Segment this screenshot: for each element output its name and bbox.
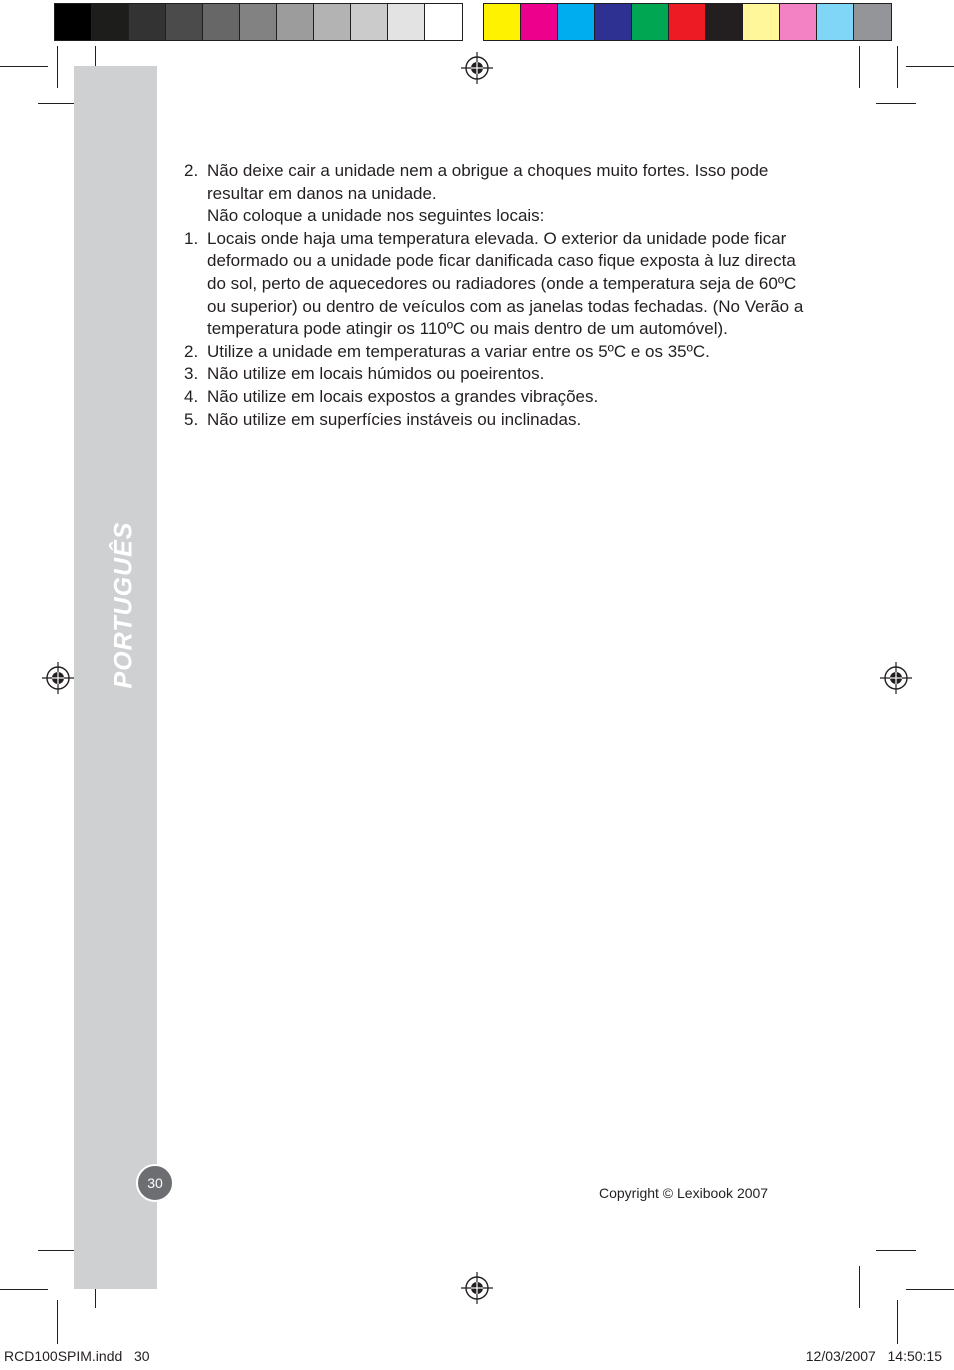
process-swatch	[595, 4, 632, 40]
item-text: Utilize a unidade em temperaturas a variar entre os 5ºC e os 35ºC.	[207, 341, 710, 361]
item-number: 1.	[184, 228, 199, 248]
crop-mark	[859, 46, 860, 88]
slug-datetime: 12/03/2007 14:50:15	[805, 1348, 942, 1364]
copyright-notice: Copyright © Lexibook 2007	[599, 1185, 769, 1201]
crop-mark	[876, 103, 916, 104]
item-text: Não coloque a unidade nos seguintes locais:	[207, 206, 545, 226]
process-swatch	[669, 4, 706, 40]
registration-mark-icon	[461, 52, 493, 84]
registration-mark-icon	[42, 662, 74, 694]
crop-mark	[57, 46, 58, 88]
item-number	[184, 205, 207, 228]
list-item	[184, 409, 804, 432]
list-item	[184, 160, 804, 205]
process-swatch	[521, 4, 558, 40]
process-color-bar	[483, 3, 892, 41]
list-item	[184, 341, 804, 364]
grayscale-swatch	[314, 4, 351, 40]
crop-mark	[906, 1289, 954, 1290]
grayscale-swatch	[277, 4, 314, 40]
grayscale-swatch	[388, 4, 425, 40]
grayscale-swatch	[203, 4, 240, 40]
process-swatch	[743, 4, 780, 40]
item-number: 5.	[184, 409, 199, 429]
crop-mark	[906, 66, 954, 67]
process-swatch	[484, 4, 521, 40]
process-swatch	[780, 4, 817, 40]
process-swatch	[854, 4, 891, 40]
language-label: PORTUGUÊS	[109, 521, 138, 689]
grayscale-swatch	[166, 4, 203, 40]
item-text: Não utilize em superfícies instáveis ou inclinadas.	[207, 409, 582, 429]
item-text: Não deixe cair a unidade nem a obrigue a choques muito fortes. Isso pode resultar em danos na unidade.	[207, 161, 769, 203]
grayscale-swatch	[240, 4, 277, 40]
crop-mark	[0, 66, 48, 67]
list-item	[184, 363, 804, 386]
grayscale-swatch	[92, 4, 129, 40]
grayscale-swatch	[351, 4, 388, 40]
item-number: 2.	[184, 341, 199, 361]
item-text: Locais onde haja uma temperatura elevada. O exterior da unidade pode ficar deformado ou a unidade pode ficar danificada caso fique exposta à luz directa do sol, perto de aquecedores ou radiadores (onde a temperatura seja de 60ºC ou superior) ou dentro de veículos com as janelas todas fechadas. (No Verão a temperatura pode atingir os 110ºC ou mais dentro de um automóvel).	[207, 228, 804, 339]
item-text: Não utilize em locais expostos a grandes vibrações.	[207, 386, 599, 406]
crop-mark	[859, 1266, 860, 1308]
item-text: Não utilize em locais húmidos ou poeirentos.	[207, 364, 545, 384]
grayscale-color-bar	[54, 3, 463, 41]
list-item	[184, 205, 804, 228]
page-number-badge: 30	[136, 1164, 174, 1202]
item-number: 2.	[184, 161, 199, 180]
registration-mark-icon	[461, 1272, 493, 1304]
slug-filename: RCD100SPIM.indd 30	[4, 1348, 150, 1364]
crop-mark	[897, 46, 898, 88]
list-item	[184, 228, 804, 341]
instructions-list	[184, 160, 804, 431]
crop-mark	[0, 1289, 48, 1290]
item-number: 4.	[184, 386, 199, 406]
crop-mark	[897, 1300, 898, 1344]
process-swatch	[817, 4, 854, 40]
process-swatch	[558, 4, 595, 40]
crop-mark	[38, 103, 78, 104]
registration-mark-icon	[880, 662, 912, 694]
crop-mark	[38, 1250, 78, 1251]
grayscale-swatch	[129, 4, 166, 40]
process-swatch	[632, 4, 669, 40]
crop-mark	[57, 1300, 58, 1344]
item-number: 3.	[184, 364, 199, 384]
grayscale-swatch	[425, 4, 462, 40]
crop-mark	[876, 1250, 916, 1251]
process-swatch	[706, 4, 743, 40]
list-item	[184, 386, 804, 409]
grayscale-swatch	[55, 4, 92, 40]
